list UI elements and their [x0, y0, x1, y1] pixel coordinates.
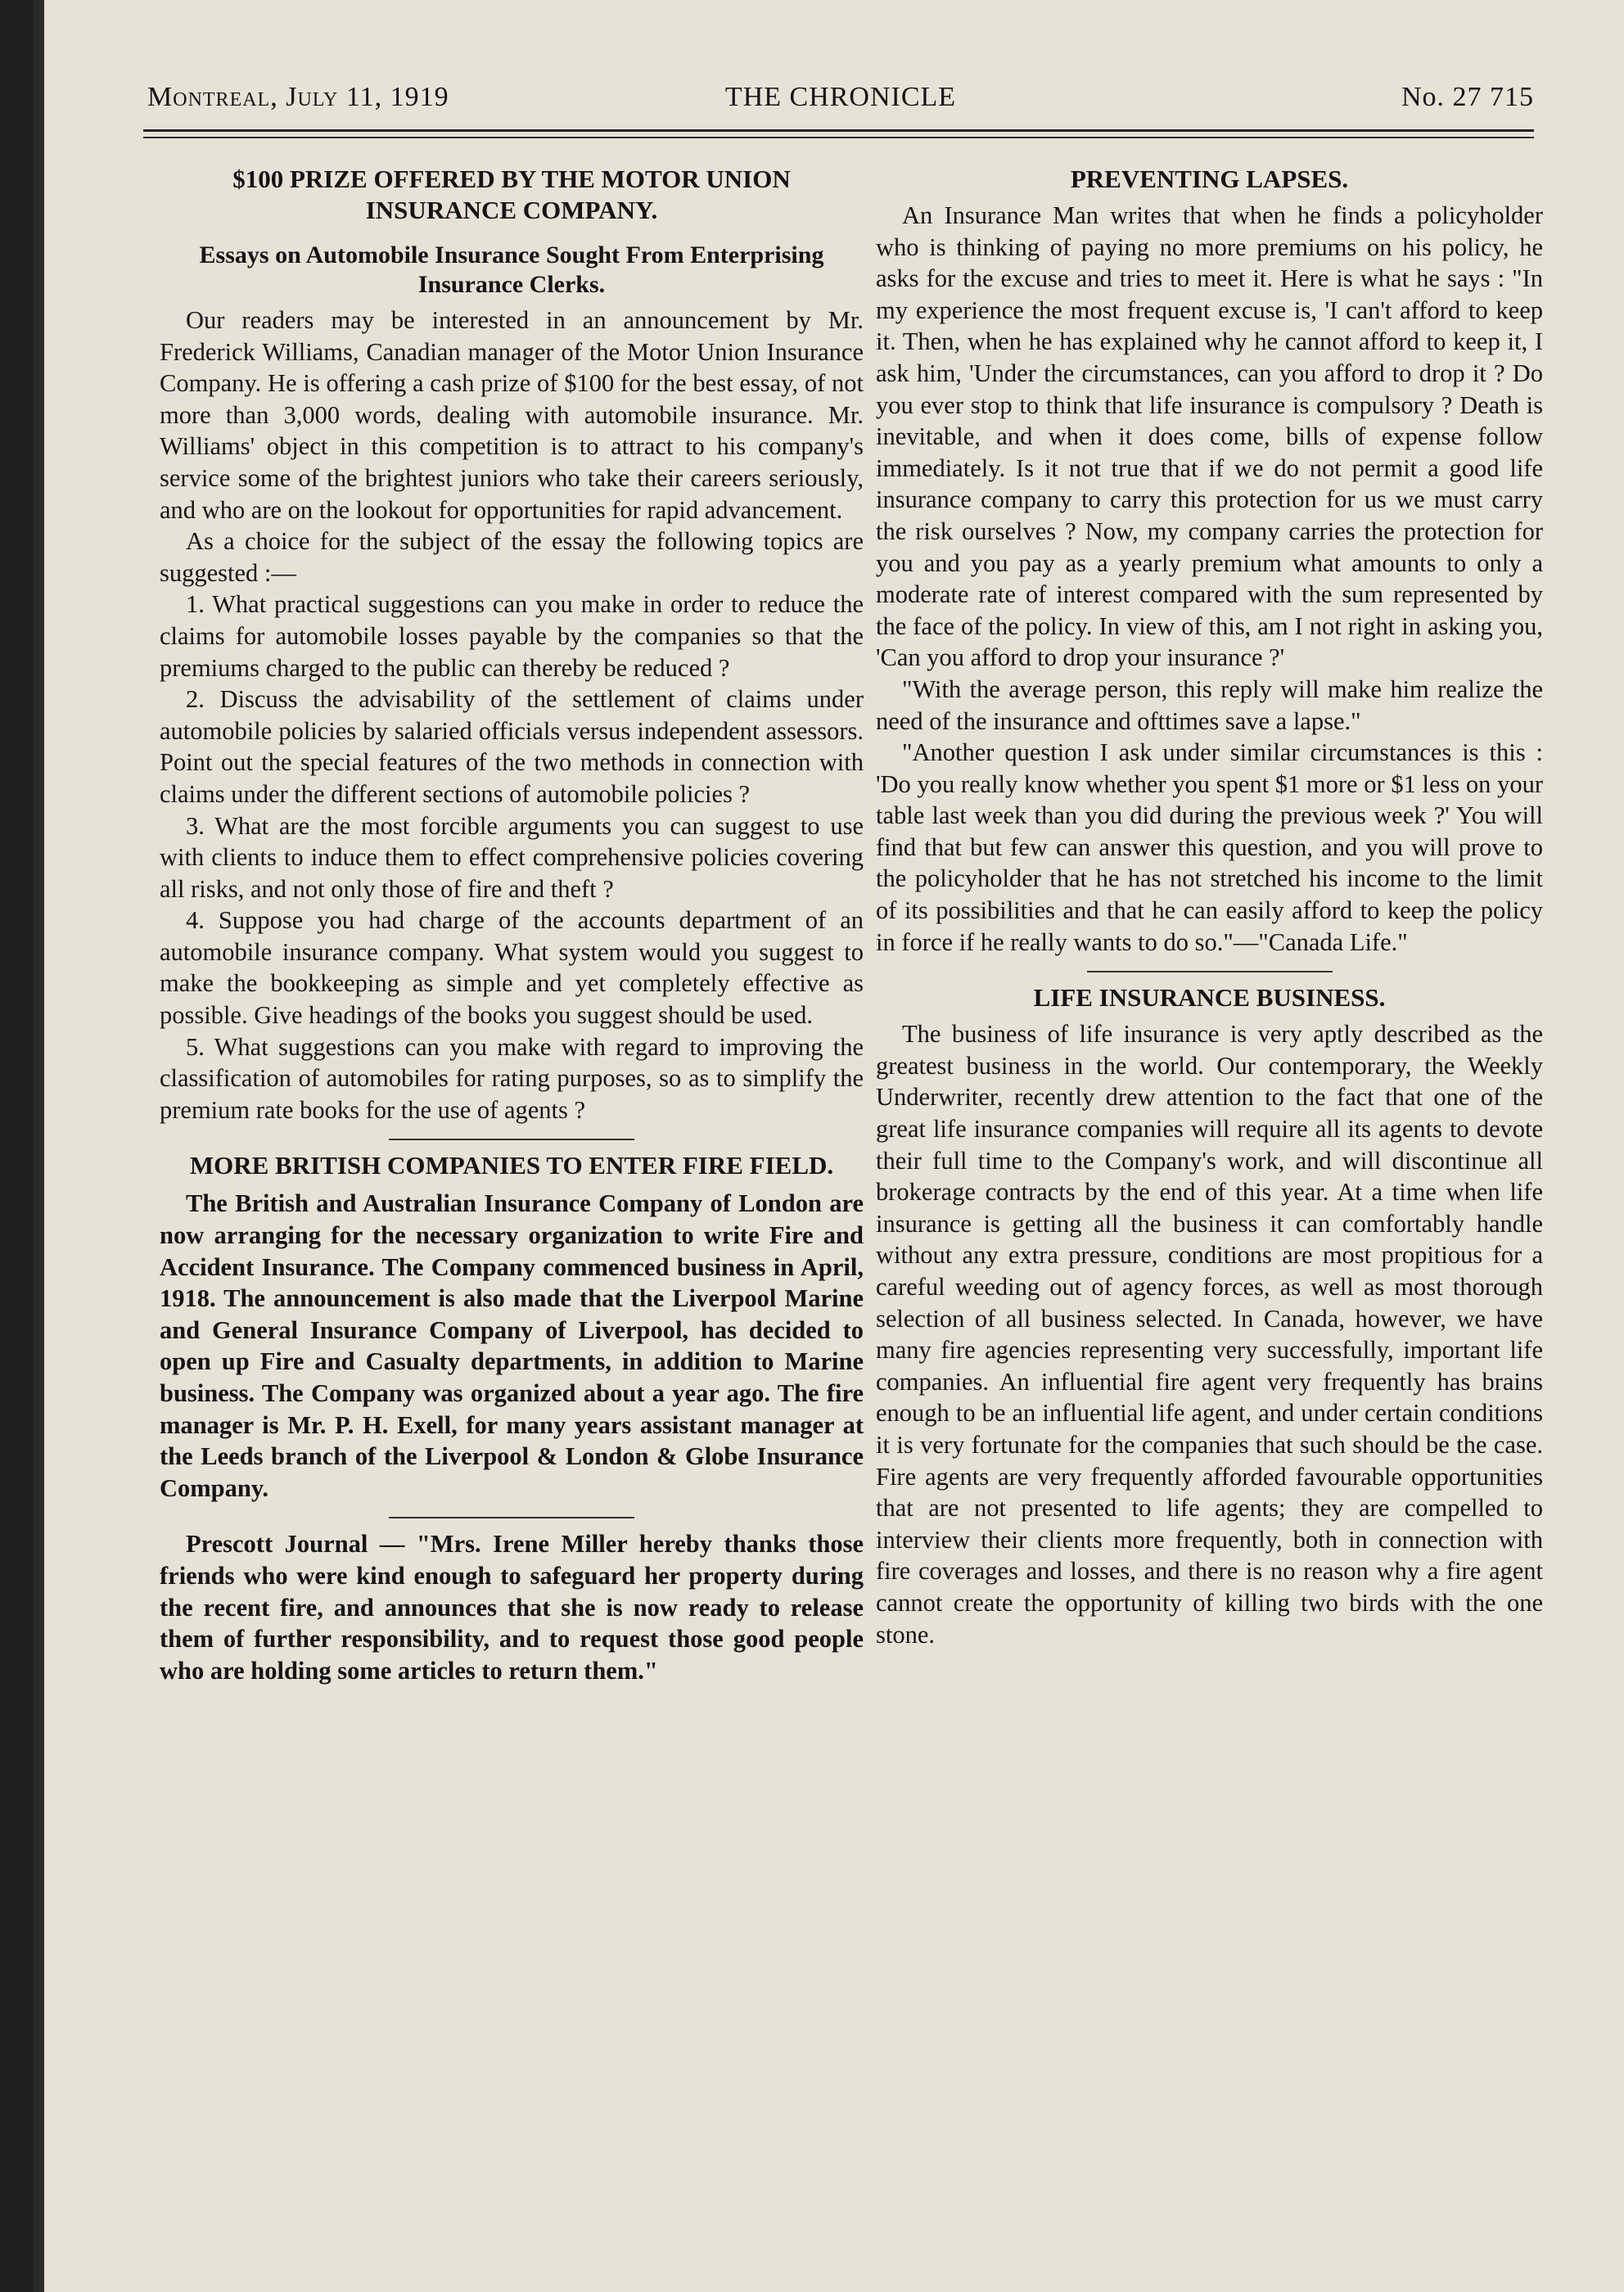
article-paragraph: An Insurance Man writes that when he finds a policyholder who is thinking of paying no more premiums on his policy, he asks for the excuse and tries to meet it. Here is what he says : "In my experience the most frequent excuse is, 'I can't afford to keep it. Then, when he has explained why he cannot afford to keep it, I ask him, 'Under the circumstances, can you afford to drop it ? Do you ever stop to think that life insurance is compulsory ? Death is inevitable, and when it does come, bills of expense follow immediately. Is it not true that if we do not permit a good life insurance company to carry this protection for us we must carry the risk ourselves ? Now, my company carries the protection for you and you pay as a yearly premium what amounts to only a moderate rate of interest compared with the sum represented by the face of the policy. In view of this, am I not right in asking you, 'Can you afford to drop your insurance ?'	[876, 201, 1543, 672]
section-divider	[389, 1139, 634, 1140]
essay-topic-5: 5. What suggestions can you make with regard to improving the classification of automobiles for rating purposes, so as to simplify the premium rate books for the use of agents ?	[160, 1032, 864, 1124]
section-divider	[1087, 971, 1333, 972]
header-publication-title: THE CHRONICLE	[724, 82, 957, 112]
page-header	[147, 82, 1534, 123]
essay-topic-4: 4. Suppose you had charge of the accounts department of an automobile insurance company. What system would you suggest to make the bookkeeping as simple and yet completely effective as possible. Give headings of the books you suggest should be used.	[160, 906, 864, 1030]
article-paragraph: As a choice for the subject of the essay the following topics are suggested :—	[160, 527, 864, 587]
section-divider	[389, 1517, 634, 1518]
essay-topic-2: 2. Discuss the advisability of the settlement of claims under automobile policies by salaried officials versus independent assessors. Point out the special features of the two methods in connection with claims under the different sections of automobile policies ?	[160, 685, 864, 808]
essay-topic-1: 1. What practical suggestions can you make in order to reduce the claims for automobile losses payable by the companies so that the premiums charged to the public can thereby be reduced ?	[160, 590, 864, 682]
newspaper-page	[33, 0, 1624, 2292]
left-column	[160, 164, 864, 1686]
article-paragraph: Our readers may be interested in an announcement by Mr. Frederick Williams, Canadian manager of the Motor Union Insurance Company. He is offering a cash prize of $100 for the best essay, of not more than 3,000 words, dealing with automobile insurance. Mr. Williams' object in this competition is to attract to his company's service some of the brightest juniors who take their careers seriously, and who are on the lookout for opportunities for rapid advancement.	[160, 306, 864, 524]
article-paragraph: The British and Australian Insurance Company of London are now arranging for the necessary organization to write Fire and Accident Insurance. The Company commenced business in April, 1918. The announcement is also made that the Liverpool Marine and General Insurance Company of Liverpool, has decided to open up Fire and Casualty departments, in addition to Marine business. The Company was organized about a year ago. The fire manager is Mr. P. H. Exell, for many years assistant manager at the Leeds branch of the Liverpool & London & Globe Insurance Company.	[160, 1189, 864, 1502]
header-rule-bottom	[143, 137, 1534, 138]
header-issue-page: No. 27 715	[1401, 82, 1534, 112]
article-title-prize: $100 PRIZE OFFERED BY THE MOTOR UNION INSURANCE COMPANY.	[232, 165, 791, 224]
page-spine-shadow	[33, 0, 44, 2292]
article-title-british-companies: MORE BRITISH COMPANIES TO ENTER FIRE FIELD.	[189, 1151, 834, 1180]
article-paragraph: "With the average person, this reply will make him realize the need of the insurance and ofttimes save a lapse."	[876, 675, 1543, 735]
header-rule-top	[143, 129, 1534, 132]
article-subtitle-prize: Essays on Automobile Insurance Sought From Enterprising Insurance Clerks.	[199, 241, 824, 298]
article-title-life-insurance: LIFE INSURANCE BUSINESS.	[1033, 983, 1386, 1013]
article-paragraph: "Another question I ask under similar circumstances is this : 'Do you really know whether you spent $1 more or $1 less on your table last week than you did during the previous week ?' You will find that but few can answer this question, and you will prove to the policyholder that he has not stretched his income to the limit of its possibilities and that he can easily afford to keep the policy in force if he really wants to do so."—"Canada Life."	[876, 738, 1543, 956]
right-column	[876, 164, 1543, 1650]
article-title-preventing-lapses: PREVENTING LAPSES.	[1070, 165, 1349, 193]
prescott-journal-notice: Prescott Journal — "Mrs. Irene Miller hereby thanks those friends who were kind enough to safeguard her property during the recent fire, and announces that she is now ready to release them of further responsibility, and to request those good people who are holding some articles to return them."	[160, 1530, 864, 1685]
essay-topic-3: 3. What are the most forcible arguments you can suggest to use with clients to induce them to effect comprehensive policies covering all risks, and not only those of fire and theft ?	[160, 811, 864, 903]
article-paragraph: The business of life insurance is very aptly described as the greatest business in the world. Our contemporary, the Weekly Underwriter, recently drew attention to the fact that one of the great life insurance companies will require all its agents to devote their full time to the Company's work, and will discontinue all brokerage contracts by the end of this year. At a time when life insurance is getting all the business it can comfortably handle without any extra pressure, conditions are most propitious for a careful weeding out of agency forces, as well as most thorough selection of all business selected. In Canada, however, we have many fire agencies representing very successfully, important life companies. An influential fire agent very frequently has brains enough to be an influential life agent, and under certain conditions it is very fortunate for the companies that such should be the case. Fire agents are very frequently afforded favourable opportunities that are not presented to life agents; they are compelled to interview their clients more frequently, both in connection with fire coverages and losses, and there is no reason why a fire agent cannot create the opportunity of killing two birds with the one stone.	[876, 1020, 1543, 1649]
header-dateline: Montreal, July 11, 1919	[147, 82, 449, 112]
